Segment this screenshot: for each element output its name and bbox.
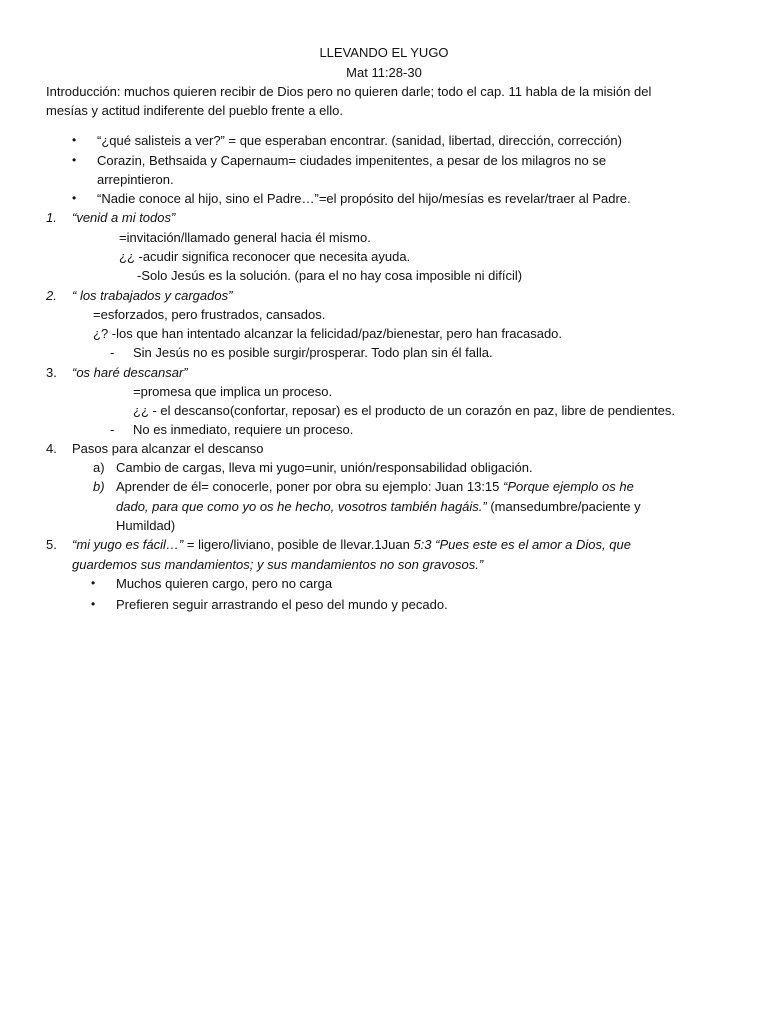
item-b-quote: “Porque ejemplo os he: [503, 479, 634, 494]
section-4-heading: Pasos para alcanzar el descanso: [72, 441, 264, 456]
section-2-number: 2.: [46, 288, 57, 303]
item-b-text: Aprender de él= conocerle, poner por obra su ejemplo: Juan 13:15: [116, 479, 504, 494]
dash-marker: -: [110, 345, 115, 360]
section-4-item-b-line-2: [116, 497, 641, 516]
sub-item-b-marker: b): [93, 479, 105, 494]
section-3-heading: “os haré descansar”: [72, 365, 188, 380]
section-5-bullet-1: Muchos quieren cargo, pero no carga: [116, 576, 333, 591]
document-title: LLEVANDO EL YUGO: [319, 45, 449, 60]
section-1-line-1: =invitación/llamado general hacia él mismo.: [119, 230, 371, 245]
dash-marker: -: [110, 422, 115, 437]
section-3-line-1: =promesa que implica un proceso.: [133, 384, 333, 399]
section-1-line-2: ¿¿ -acudir significa reconocer que necesita ayuda.: [119, 249, 411, 264]
section-5-line-2: guardemos sus mandamientos; y sus mandamientos no son gravosos.”: [72, 557, 484, 572]
section-4-item-a: Cambio de cargas, lleva mi yugo=unir, unión/responsabilidad obligación.: [116, 460, 533, 475]
bullet-marker: •: [72, 153, 77, 167]
item-b-text: (mansedumbre/paciente y: [486, 499, 641, 514]
intro-line-1: Introducción: muchos quieren recibir de Dios pero no quieren darle; todo el cap. 11 habla de la misión del: [46, 84, 652, 99]
bullet-item-2-line-1: Corazin, Bethsaida y Capernaum= ciudades impenitentes, a pesar de los milagros no se: [97, 153, 607, 168]
section-3-number: 3.: [46, 365, 57, 380]
section-5-heading: “mi yugo es fácil…”: [72, 537, 184, 552]
section-3-line-2: ¿¿ - el descanso(confortar, reposar) es el producto de un corazón en paz, libre de pendientes.: [133, 403, 675, 418]
section-5-text: = ligero/liviano, posible de llevar.1Juan: [183, 537, 414, 552]
scripture-reference: Mat 11:28-30: [346, 65, 422, 80]
section-5-number: 5.: [46, 537, 57, 552]
section-2-line-1: =esforzados, pero frustrados, cansados.: [93, 307, 326, 322]
section-2-heading: “ los trabajados y cargados”: [72, 288, 233, 303]
bullet-marker: •: [72, 191, 77, 205]
section-1-number: 1.: [46, 210, 57, 225]
section-1-line-3: -Solo Jesús es la solución. (para el no hay cosa imposible ni difícil): [137, 268, 523, 283]
section-5-line-1: [72, 535, 631, 554]
bullet-marker: •: [91, 576, 96, 590]
section-4-number: 4.: [46, 441, 57, 456]
intro-line-2: mesías y actitud indiferente del pueblo frente a ello.: [46, 103, 344, 118]
bullet-marker: •: [91, 597, 96, 611]
sub-item-a-marker: a): [93, 460, 105, 475]
section-2-line-2: ¿? -los que han intentado alcanzar la felicidad/paz/bienestar, pero han fracasado.: [93, 326, 563, 341]
section-4-item-b-line-3: Humildad): [116, 518, 176, 533]
section-3-line-3: No es inmediato, requiere un proceso.: [133, 422, 354, 437]
section-4-item-b-line-1: [116, 477, 634, 496]
section-1-heading: “venid a mi todos”: [72, 210, 176, 225]
section-5-quote: 5:3 “Pues este es el amor a Dios, que: [413, 537, 631, 552]
bullet-item-3: “Nadie conoce al hijo, sino el Padre…”=el propósito del hijo/mesías es revelar/traer al Padre.: [97, 191, 631, 206]
bullet-marker: •: [72, 133, 77, 147]
section-5-bullet-2: Prefieren seguir arrastrando el peso del mundo y pecado.: [116, 597, 448, 612]
bullet-item-2-line-2: arrepintieron.: [97, 172, 174, 187]
bullet-item-1: “¿qué salisteis a ver?” = que esperaban encontrar. (sanidad, libertad, dirección, corrección): [97, 133, 622, 148]
item-b-quote: dado, para que como yo os he hecho, vosotros también hagáis.”: [116, 499, 487, 514]
section-2-line-3: Sin Jesús no es posible surgir/prosperar. Todo plan sin él falla.: [133, 345, 493, 360]
